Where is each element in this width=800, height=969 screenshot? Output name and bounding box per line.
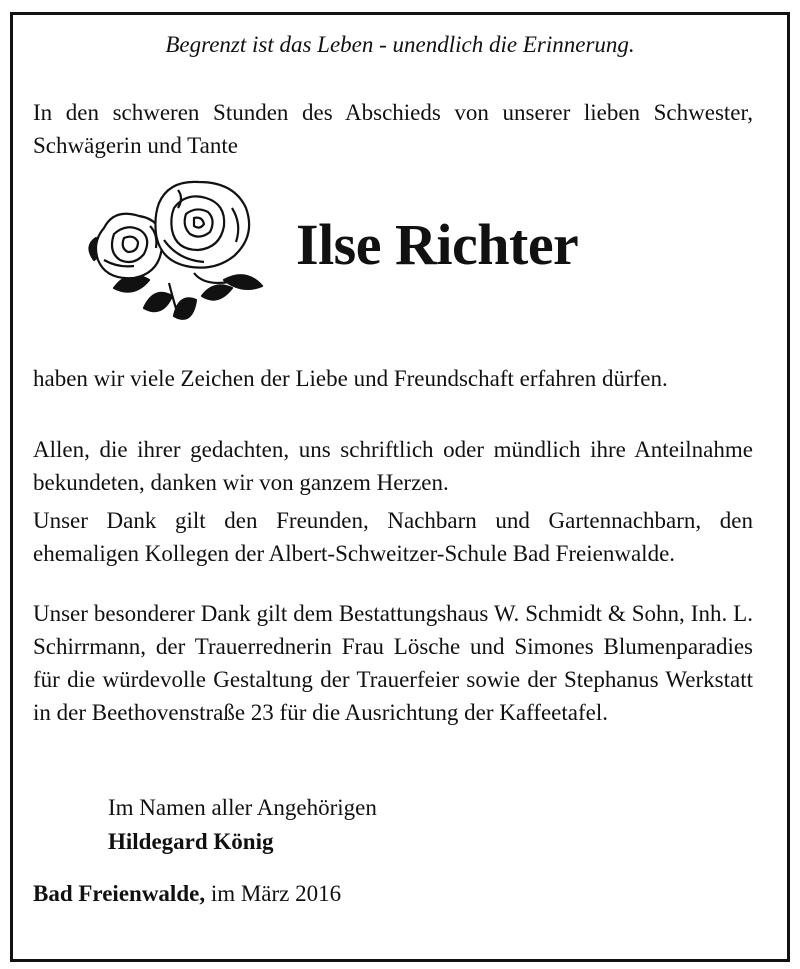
paragraph-thanks-4: Unser besonderer Dank gilt dem Bestattungshaus W. Schmidt & Sohn, Inh. L. Schirrmann, der Trauerrednerin Frau Lösche und Simones Blumenparadies für die würdevolle Gestaltung der Trauerfeier sowie der Stephanus Werkstatt in der Beethovenstraße 23 für die Ausrichtung der Kaffeetafel. (33, 601, 753, 725)
signature-name: Hildegard König (108, 829, 274, 854)
place-date-line (33, 877, 341, 910)
paragraph-thanks-1: haben wir viele Zeichen der Liebe und Freundschaft erfahren dürfen. (33, 366, 668, 391)
paragraph-thanks-2: Allen, die ihrer gedachten, uns schriftlich oder mündlich ihre Anteilnahme bekundeten, danken wir von ganzem Herzen. (33, 437, 753, 495)
date: im März 2016 (205, 881, 342, 906)
paragraph-thanks-3: Unser Dank gilt den Freunden, Nachbarn und Gartennachbarn, den ehemaligen Kollegen der Albert-Schweitzer-Schule Bad Freienwalde. (33, 508, 753, 566)
signature-on-behalf: Im Namen aller Angehörigen (108, 795, 377, 820)
motto: Begrenzt ist das Leben - unendlich die Erinnerung. (165, 32, 635, 57)
place: Bad Freienwalde, (33, 881, 206, 906)
rose-drawing-icon (74, 168, 274, 338)
deceased-name: Ilse Richter (296, 212, 579, 277)
intro-text: In den schweren Stunden des Abschieds von unserer lieben Schwester, Schwägerin und Tante (33, 100, 753, 158)
